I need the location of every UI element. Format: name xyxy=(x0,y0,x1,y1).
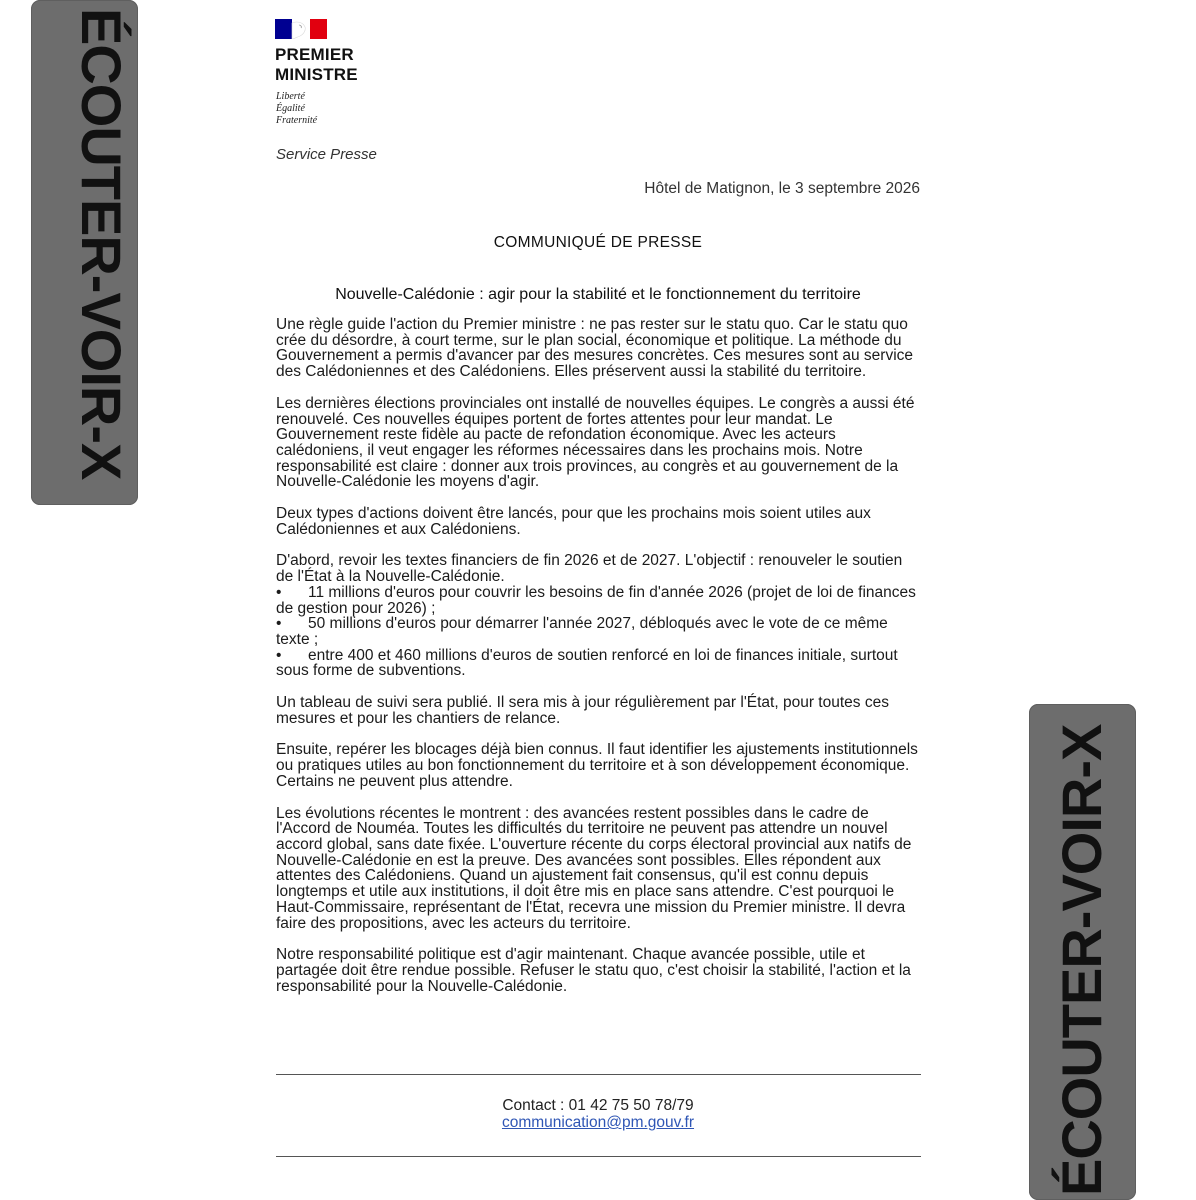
contact-phone: Contact : 01 42 75 50 78/79 xyxy=(502,1097,694,1114)
contact-email-link[interactable]: communication@pm.gouv.fr xyxy=(501,1114,695,1131)
dateline: Hôtel de Matignon, le 3 septembre 2026 xyxy=(644,180,920,197)
marianne-flag-icon xyxy=(275,19,327,39)
release-body xyxy=(276,317,922,1010)
list-item xyxy=(276,585,922,616)
watermark-badge-right xyxy=(1029,704,1136,1200)
motto-egalite: Égalité xyxy=(276,103,305,114)
paragraph: Une règle guide l'action du Premier ministre : ne pas rester sur le statu quo. Car le statu quo crée du désordre, à court terme, sur le plan social, économique et politique. La méthode du Gouvernement a permis d'avancer par des mesures concrètes. Ces mesures sont au service des Calédoniennes et des Calédoniens. Elles préservent aussi la stabilité du territoire. xyxy=(276,316,914,381)
divider-bottom xyxy=(276,1156,921,1157)
paragraph: Un tableau de suivi sera publié. Il sera mis à jour régulièrement par l'État, pour toutes ces mesures et pour les chantiers de relance. xyxy=(276,694,889,727)
bullet-glyph: • xyxy=(276,583,282,601)
premier-ministre-logo xyxy=(272,15,382,135)
list-item-text: entre 400 et 460 millions d'euros de soutien renforcé en loi de finances initiale, surtout sous forme de subventions. xyxy=(276,646,898,680)
bullet-glyph: • xyxy=(276,646,282,664)
watermark-text-right: ÉCOUTER-VOIR-X xyxy=(1050,724,1113,1196)
release-subtitle-text: Nouvelle-Calédonie : agir pour la stabilité et le fonctionnement du territoire xyxy=(335,286,861,303)
release-subtitle xyxy=(0,286,1196,304)
paragraph: Les évolutions récentes le montrent : des avancées restent possibles dans le cadre de l'Accord de Nouméa. Toutes les difficultés du territoire ne peuvent pas attendre un nouvel accord global, sans date fixée. L'ouverture récente du corps électoral provincial aux natifs de Nouvelle-Calédonie en est la preuve. Des avancées sont possibles. Elles répondent aux attentes des Calédoniens. Quand un ajustement fait consensus, qu'il est connu depuis longtemps et utile aux institutions, il doit être mis en place sans attendre. C'est pourquoi le Haut-Commissaire, représentant de l'État, recevra une mission du Premier ministre. Il devra faire des propositions, avec les acteurs du territoire. xyxy=(276,804,912,932)
list-item-text: 11 millions d'euros pour couvrir les besoins de fin d'année 2026 (projet de loi de finances de gestion pour 2026) ; xyxy=(276,583,916,617)
watermark-badge-left xyxy=(31,0,138,505)
bullet-glyph: • xyxy=(276,615,282,633)
paragraph: Notre responsabilité politique est d'agir maintenant. Chaque avancée possible, utile et partagée doit être rendue possible. Refuser le statu quo, c'est choisir la stabilité, l'action et la responsabilité pour la Nouvelle-Calédonie. xyxy=(276,946,911,995)
paragraph: Deux types d'actions doivent être lancés, pour que les prochains mois soient utiles aux Calédoniennes et aux Calédoniens. xyxy=(276,505,871,538)
logo-title-premier: PREMIER xyxy=(275,45,354,64)
watermark-text-left: ÉCOUTER-VOIR-X xyxy=(70,8,133,480)
list-item xyxy=(276,648,922,679)
paragraph: Les dernières élections provinciales ont installé de nouvelles équipes. Le congrès a aussi été renouvelé. Ces nouvelles équipes portent de fortes attentes pour leur mandat. Le Gouvernement reste fidèle au pacte de refondation économique. Avec les acteurs calédoniens, il veut engager les réformes nécessaires dans les prochains mois. Notre responsabilité est claire : donner aux trois provinces, au congrès et au gouvernement de la Nouvelle-Calédonie les moyens d'agir. xyxy=(276,394,915,491)
page-title: COMMUNIQUÉ DE PRESSE xyxy=(493,234,703,251)
list-item-text: 50 millions d'euros pour démarrer l'année 2027, débloqués avec le vote de ce même texte ; xyxy=(276,615,888,648)
funding-list xyxy=(276,585,922,679)
paragraph: D'abord, revoir les textes financiers de fin 2026 et de 2027. L'objectif : renouveler le soutien de l'État à la Nouvelle-Calédonie. xyxy=(276,552,903,586)
paragraph: Ensuite, repérer les blocages déjà bien connus. Il faut identifier les ajustements institutionnels ou pratiques utiles au bon fonctionnement du territoire et à son développement économique. Certains ne peuvent plus attendre. xyxy=(276,741,918,790)
motto-liberte: Liberté xyxy=(276,91,305,102)
list-item xyxy=(276,616,922,647)
divider-top xyxy=(276,1074,921,1075)
motto-fraternite: Fraternité xyxy=(276,115,318,126)
logo-title-ministre: MINISTRE xyxy=(275,65,358,84)
contact-block xyxy=(0,1097,1196,1132)
service-presse-label: Service Presse xyxy=(276,146,377,163)
